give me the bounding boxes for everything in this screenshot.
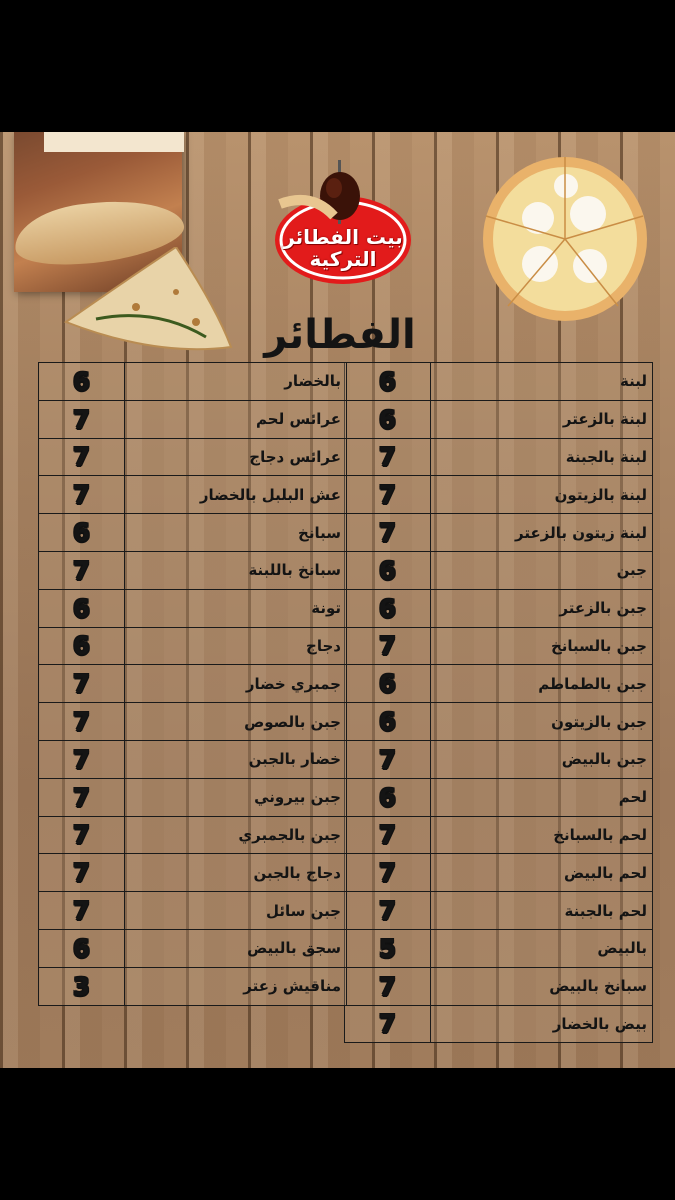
fatayer-pie-photo xyxy=(56,247,236,357)
menu-row xyxy=(39,967,347,1005)
menu-row xyxy=(39,400,347,438)
menu-row xyxy=(345,1005,653,1043)
menu-row xyxy=(39,703,347,741)
item-name: لبنة بالجبنة xyxy=(431,438,653,476)
item-price: 7 xyxy=(345,816,431,854)
menu-row xyxy=(345,476,653,514)
logo-line-1: بيت الفطائر xyxy=(283,225,403,249)
item-name: جبن بالطماطم xyxy=(431,665,653,703)
menu-row xyxy=(39,929,347,967)
item-name: بيض بالخضار xyxy=(431,1005,653,1043)
item-price: 3 xyxy=(39,967,125,1005)
menu-row xyxy=(39,816,347,854)
item-name: جبن xyxy=(431,551,653,589)
menu-row xyxy=(345,778,653,816)
menu-row xyxy=(345,438,653,476)
item-price: 7 xyxy=(345,740,431,778)
item-name: جبن بيروني xyxy=(125,778,347,816)
item-price: 7 xyxy=(39,892,125,930)
item-name: تونة xyxy=(125,589,347,627)
item-name: جبن بالزيتون xyxy=(431,703,653,741)
item-name: سجق بالبيض xyxy=(125,929,347,967)
menu-row xyxy=(39,627,347,665)
item-price: 6 xyxy=(39,363,125,401)
item-price: 6 xyxy=(345,665,431,703)
item-price: 7 xyxy=(39,816,125,854)
item-price: 6 xyxy=(39,929,125,967)
item-name: جبن سائل xyxy=(125,892,347,930)
menu-row xyxy=(345,740,653,778)
item-price: 6 xyxy=(345,703,431,741)
item-name: بالخضار xyxy=(125,363,347,401)
menu-row xyxy=(345,514,653,552)
menu-row xyxy=(39,892,347,930)
item-price: 7 xyxy=(39,703,125,741)
item-price: 7 xyxy=(345,967,431,1005)
menu-row xyxy=(345,929,653,967)
menu-row xyxy=(345,703,653,741)
item-name: لبنة بالزعتر xyxy=(431,400,653,438)
item-name: خضار بالجبن xyxy=(125,740,347,778)
pizza-photo xyxy=(478,156,652,322)
item-name: سبانخ باللبنة xyxy=(125,551,347,589)
item-price: 7 xyxy=(345,627,431,665)
item-price: 7 xyxy=(39,740,125,778)
item-price: 6 xyxy=(345,589,431,627)
item-name: لحم بالجبنة xyxy=(431,892,653,930)
item-price: 6 xyxy=(345,400,431,438)
item-name: مناقيش زعتر xyxy=(125,967,347,1005)
menu-row xyxy=(345,892,653,930)
item-name: جبن بالجمبري xyxy=(125,816,347,854)
menu-row xyxy=(39,476,347,514)
item-name: لبنة زيتون بالزعتر xyxy=(431,514,653,552)
item-price: 7 xyxy=(345,438,431,476)
item-name: لحم بالسبانخ xyxy=(431,816,653,854)
menu-table-right xyxy=(344,362,653,1043)
menu-row xyxy=(345,363,653,401)
page-title: الفطائر xyxy=(264,312,416,358)
menu-row xyxy=(345,627,653,665)
menu-row xyxy=(39,438,347,476)
item-price: 7 xyxy=(345,476,431,514)
item-price: 7 xyxy=(39,400,125,438)
menu-row xyxy=(345,967,653,1005)
menu-row xyxy=(345,589,653,627)
item-price: 6 xyxy=(345,363,431,401)
item-price: 6 xyxy=(39,514,125,552)
item-name: دجاج xyxy=(125,627,347,665)
item-price: 6 xyxy=(345,778,431,816)
item-price: 7 xyxy=(39,665,125,703)
item-price: 7 xyxy=(345,892,431,930)
item-price: 7 xyxy=(39,854,125,892)
item-name: عش البلبل بالخضار xyxy=(125,476,347,514)
item-name: لحم xyxy=(431,778,653,816)
menu-row xyxy=(345,854,653,892)
menu-row xyxy=(39,778,347,816)
item-price: 7 xyxy=(39,778,125,816)
menu-row xyxy=(345,551,653,589)
item-price: 7 xyxy=(39,551,125,589)
item-price: 7 xyxy=(39,476,125,514)
logo xyxy=(272,156,414,288)
item-price: 7 xyxy=(345,514,431,552)
menu-board xyxy=(0,132,675,1068)
menu-row xyxy=(39,514,347,552)
item-price: 6 xyxy=(39,589,125,627)
item-name: بالبيض xyxy=(431,929,653,967)
menu-row xyxy=(345,400,653,438)
item-name: عرائس دجاج xyxy=(125,438,347,476)
logo-line-2: التركية xyxy=(309,247,377,271)
item-name: سبانخ xyxy=(125,514,347,552)
item-name: لبنة xyxy=(431,363,653,401)
item-name: جبن بالصوص xyxy=(125,703,347,741)
item-name: جبن بالزعتر xyxy=(431,589,653,627)
item-price: 6 xyxy=(345,551,431,589)
item-name: سبانخ بالبيض xyxy=(431,967,653,1005)
menu-row xyxy=(345,816,653,854)
item-name: جمبري خضار xyxy=(125,665,347,703)
menu-row xyxy=(39,665,347,703)
menu-row xyxy=(39,854,347,892)
menu-row xyxy=(345,665,653,703)
item-name: جبن بالسبانخ xyxy=(431,627,653,665)
menu-row xyxy=(39,740,347,778)
item-name: لبنة بالزيتون xyxy=(431,476,653,514)
menu-row xyxy=(39,363,347,401)
item-name: عرائس لحم xyxy=(125,400,347,438)
item-price: 5 xyxy=(345,929,431,967)
menu-row xyxy=(39,551,347,589)
menu-row xyxy=(39,589,347,627)
item-name: جبن بالبيض xyxy=(431,740,653,778)
item-name: دجاج بالجبن xyxy=(125,854,347,892)
item-price: 7 xyxy=(345,1005,431,1043)
item-price: 7 xyxy=(39,438,125,476)
item-name: لحم بالبيض xyxy=(431,854,653,892)
menu-table-left xyxy=(38,362,347,1006)
item-price: 7 xyxy=(345,854,431,892)
item-price: 6 xyxy=(39,627,125,665)
